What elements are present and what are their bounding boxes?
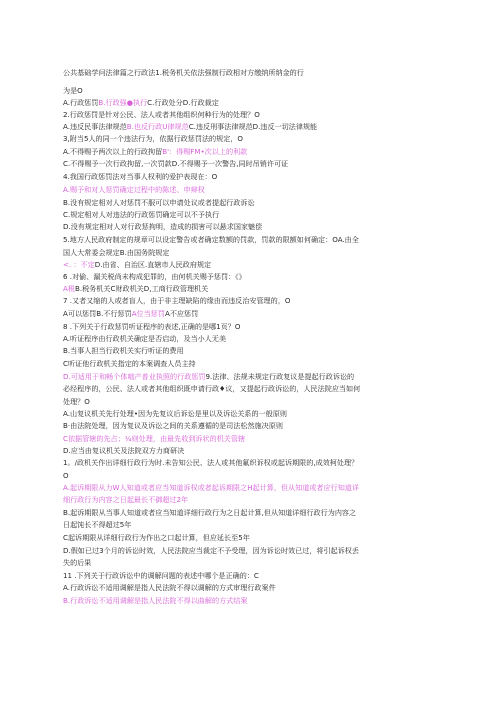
line-text: 6 .对偷、漏关税尚未构成犯罪的，由何机关赐予惩罚：《》 — [63, 272, 246, 281]
highlighted-answer-text: A税 — [63, 284, 75, 293]
line-text: B.税务机关C财政机关D,工商行政管理机关 — [74, 284, 209, 293]
line-text: C.违反刑事法律规范D.违反一切法律规能 — [188, 122, 318, 131]
highlighted-answer-text: B.行政强●执行 — [98, 98, 148, 107]
text-line — [63, 546, 443, 555]
text-line — [63, 147, 443, 156]
line-text: D.应当由复议机关及法院双方力商研决 — [63, 446, 185, 455]
line-text: 为是O — [63, 86, 83, 95]
text-line — [63, 210, 443, 219]
text-line — [63, 122, 443, 131]
text-line — [63, 309, 443, 318]
text-line — [63, 596, 443, 605]
line-text: B.没有规定相对人对惩罚不服可以申请处议或者提起行政诉讼 — [63, 198, 255, 207]
highlighted-answer-text: A.起诉期限从力W人知道或者应当知道诉权或者起诉期限之H起计算，但从知道或者应行知道详 — [63, 483, 359, 492]
line-text: D.没有规定相对人对行政惩拘明，造成的损害可以悬求国家魅偿 — [63, 222, 263, 231]
text-line — [63, 68, 443, 77]
text-line — [63, 384, 443, 393]
text-line — [63, 272, 443, 281]
text-line — [63, 185, 443, 194]
text-line — [63, 86, 443, 95]
text-line — [63, 421, 443, 430]
line-text: A.违反民事法律规范 — [63, 122, 127, 131]
text-line — [63, 558, 443, 567]
text-line — [63, 322, 443, 331]
text-line — [63, 296, 443, 305]
text-line — [63, 134, 443, 143]
text-line — [63, 235, 443, 244]
line-text: A.听证程序由行政机关确定是否启动，及当小人无美 — [63, 334, 227, 343]
text-line — [63, 260, 443, 269]
line-text: B·由法院处理，因为复议及诉讼之间的关系遵循的是司法松然施决原则 — [63, 421, 283, 430]
highlighted-answer-text: <. ：不定 — [63, 260, 95, 269]
line-text: C起诉期限从详细行政行为作出之口起计算，但应延长至5年 — [63, 533, 250, 542]
line-text: B.起诉期限从当事人知道或者应当知道详细行政行为之日起计算,但从知道详细行政行为内容之 — [63, 508, 357, 517]
line-text: 公共基础学问法律篇之行政法1.税务机关依法强制行政相对方缴纳所纳金的行 — [63, 68, 304, 77]
highlighted-answer-text: B.行政诉讼不适用调解是指人民法院不得以曲解的方式结案 — [63, 596, 248, 605]
line-text: A.行政诉讼不适用调解是指人民法院不得以调解的方式审理行政案件 — [63, 583, 276, 592]
line-text: 处理？O — [63, 397, 90, 406]
text-line — [63, 98, 443, 107]
text-line — [63, 172, 443, 181]
highlighted-answer-text: A位当惩罚 — [131, 309, 165, 318]
line-text: O — [63, 471, 69, 480]
text-line — [63, 359, 443, 368]
text-line — [63, 334, 443, 343]
text-line — [63, 248, 443, 257]
line-text: 3,附当5人的同一个违法行为，依据行政惩罚法的规定，O — [63, 134, 244, 143]
text-line — [63, 446, 443, 455]
line-text: C听证他行政机关指定的本案调查人员主持 — [63, 359, 196, 368]
text-line — [63, 458, 443, 467]
text-line — [63, 495, 443, 504]
line-text: 1。/政机关作出详细行政行为时.未告知公民、法人或其他氟织诉权或起诉期限的,成效柯处理？ — [63, 458, 359, 467]
line-text: D.假如已过3个月的诉讼时效，人民法院应当裁定不予受理，因为诉讼时效已过，将引起诉权丢 — [63, 546, 359, 555]
text-line — [63, 222, 443, 231]
line-text: 4.我国行政惩罚法对当事人权利的爱护表现在：O — [63, 172, 218, 181]
line-text: C.不得赐予一次行政拘留,一次罚款D.不得赐予一次警告,同时吊销许可证 — [63, 159, 289, 168]
line-text: 7 .又者又缩的人或者盲人，由于非主理缺陷的缘由而违反治安管理的，O — [63, 296, 291, 305]
line-text: A.不得赐予两次以上的行政拘留 — [63, 147, 163, 156]
text-line — [63, 110, 443, 119]
line-text: C.规定相对人对违法的行政惩罚确定可以不予执行 — [63, 210, 220, 219]
line-text: D.由省、自治区.直辖市人民政府规定 — [94, 260, 212, 269]
line-text: A可以惩罚B.不行惩罚 — [63, 309, 132, 318]
line-text: 11 .下列关于行政诉讼中的调解问题的表述中哪个是正确的：C — [63, 571, 259, 580]
text-line — [63, 571, 443, 580]
highlighted-answer-text: A.赐予和对人惩罚确定过程中的陈述、申辩权 — [63, 185, 205, 194]
text-line — [63, 434, 443, 443]
line-text: C.行政处分D.行政裁定 — [147, 98, 219, 107]
line-text: A不应惩罚 — [164, 309, 199, 318]
highlighted-answer-text: C依据管辖的先占；¼则处理，由最先收到诉状的机关管辖 — [63, 434, 246, 443]
text-line — [63, 397, 443, 406]
highlighted-answer-text: D.可适用于和畅个体啮产普业执照的行政惩罚 — [63, 372, 206, 381]
text-line — [63, 372, 443, 381]
text-line — [63, 471, 443, 480]
highlighted-answer-text: 细行政行为内容之日起最长不御超过2年 — [63, 495, 189, 504]
line-text: 必经程序的，公民、法人或者其他组织既申请行政♦议，又提起行政诉讼的，人民法院应当如何 — [63, 384, 361, 393]
line-text: 失的后果 — [63, 558, 92, 567]
line-text: 9.法律、法规未规定行政复议是提起行政诉讼的 — [205, 372, 355, 381]
text-line — [63, 284, 443, 293]
text-line — [63, 346, 443, 355]
line-text: 8 .下列关于行政惩罚听证程序的表述,正确的是哪1页？O — [63, 322, 241, 331]
line-text: B.当事人担当行政机关实行听证的费用 — [63, 346, 184, 355]
text-line — [63, 508, 443, 517]
line-text: A.行政惩罚 — [63, 98, 99, 107]
text-line — [63, 533, 443, 542]
text-line — [63, 583, 443, 592]
line-text: A.山复议机关先行处理•因为先复议后诉讼是里以及诉讼关系的一般原则 — [63, 409, 287, 418]
text-line — [63, 483, 443, 492]
line-text: 日起饨长不得超过5年 — [63, 520, 132, 529]
text-line — [63, 159, 443, 168]
highlighted-answer-text: B.也反行政U律规范 — [126, 122, 189, 131]
line-text: 国人大常委会规定B.由国务院规定 — [63, 248, 170, 257]
text-line — [63, 520, 443, 529]
highlighted-answer-text: B'：得赐FM•次以上的利款 — [162, 147, 248, 156]
text-line — [63, 198, 443, 207]
line-text: 2.行政惩罚是针对公民、法人或者其他组织何种行为的处理？O — [63, 110, 260, 119]
line-text: 5.地方人民政府制定的规章可以设定警告或者确定数额的罚款，罚款的限额如何确定：OA.由全 — [63, 235, 359, 244]
text-line — [63, 409, 443, 418]
